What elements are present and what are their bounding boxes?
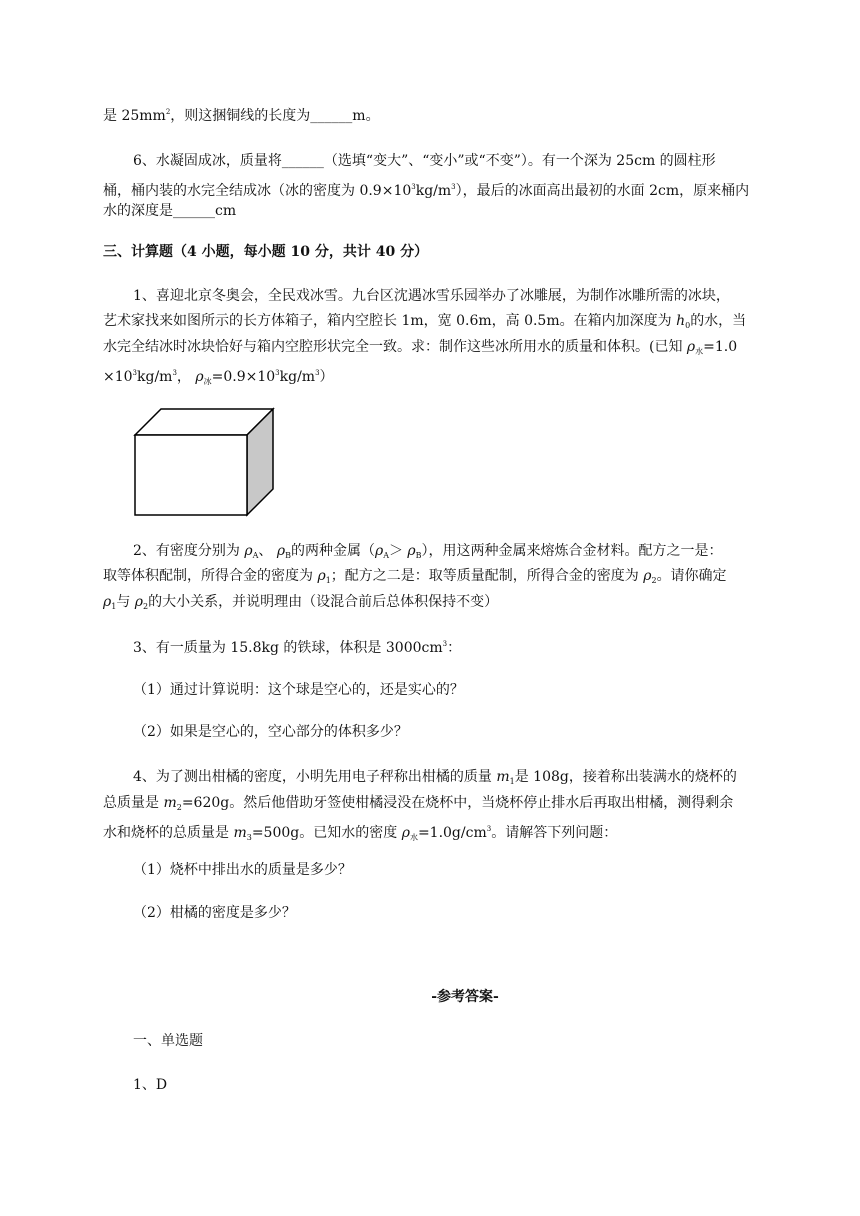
answer-item: 1、D	[133, 1077, 168, 1093]
text-line: 水和烧杯的总质量是 $m_3=500g$。已知水的密度 $\rho_水=1.0g/cm^3$。请解答下列问题：	[103, 825, 618, 842]
text-line: 4、为了测出柑橘的密度，小明先用电子秤称出柑橘的质量 $m_1$是 108g，接着称出装满水的烧杯的	[133, 769, 737, 786]
text-line: 水的深度是______cm	[103, 203, 237, 219]
text-line: 桶，桶内装的水完全结成冰（冰的密度为 $0.9\times 10^3kg/m^3$），最后的冰面高出最初的水面 2cm，原来桶内	[103, 183, 750, 199]
text-line: 3、有一质量为 15.8kg 的铁球，体积是 $3000cm^3$：	[133, 640, 462, 656]
answer-title: -参考答案-	[431, 989, 499, 1005]
answer-section-heading: 一、单选题	[133, 1033, 203, 1049]
text-line: （2）柑橘的密度是多少？	[133, 905, 296, 921]
cuboid-box-figure	[133, 406, 275, 518]
text-line: （1）通过计算说明：这个球是空心的，还是实心的？	[133, 682, 464, 698]
text-line: $\rho_1$与 $\rho_2$的大小关系，并说明理由（设混合前后总体积保持不变）	[103, 594, 499, 611]
section-heading: 三、计算题（4 小题，每小题 10 分，共计 40 分）	[103, 244, 429, 260]
text-line: （1）烧杯中排出水的质量是多少？	[133, 862, 352, 878]
text-line: 艺术家找来如图所示的长方体箱子，箱内空腔长 1m，宽 0.6m，高 0.5m。在箱内加深度为 $h_0$的水，当	[103, 313, 747, 330]
text-line: 水完全结冰时冰块恰好与箱内空腔形状完全一致。求：制作这些冰所用水的质量和体积。(已知 $\rho_水=1.0$	[103, 339, 738, 356]
text-line: 6、水凝固成冰，质量将______（选填“变大”、“变小”或“不变”）。有一个深为 25cm 的圆柱形	[133, 153, 716, 169]
text-line: 1、喜迎北京冬奥会，全民戏冰雪。九台区沈遇冰雪乐园举办了冰雕展，为制作冰雕所需的冰块，	[133, 288, 730, 304]
text-line: （2）如果是空心的，空心部分的体积多少？	[133, 724, 408, 740]
text-line: 2、有密度分别为 $\rho_A$、 $\rho_B$的两种金属$(\rho_A> \rho_B)$，用这两种金属来熔炼合金材料。配方之一是：	[133, 543, 723, 560]
text-line: $\times 10^3kg/m^3$， $\rho_冰=0.9\times 10^3kg/m^3$）	[103, 369, 334, 386]
text-line: 是 $25mm^2$，则这捆铜线的长度为______m。	[103, 108, 380, 124]
text-line: 取等体积配制，所得合金的密度为 $\rho_1$；配方之二是：取等质量配制，所得合金的密度为 $\rho_2$。请你确定	[103, 568, 727, 585]
text-line: 总质量是 $m_2=620g$。然后他借助牙签使柑橘浸没在烧杯中，当烧杯停止排水后再取出柑橘，测得剩余	[103, 795, 734, 812]
